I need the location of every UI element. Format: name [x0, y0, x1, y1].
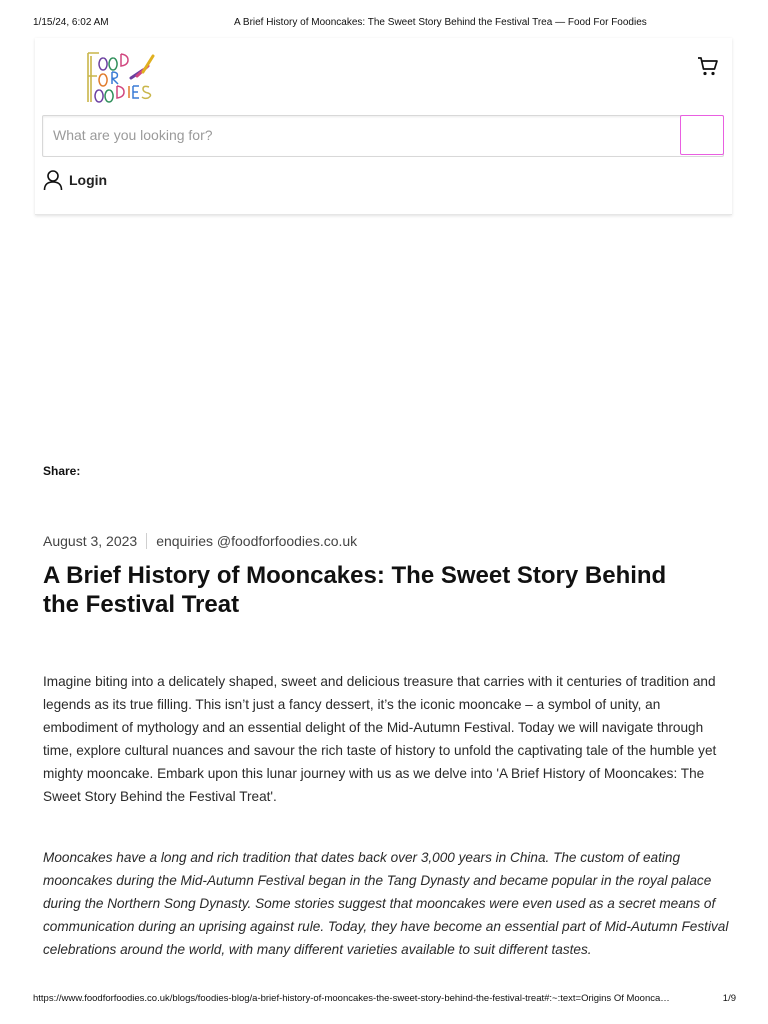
article-paragraph: Mooncakes have a long and rich tradition that dates back over 3,000 years in China. The custom of eating mooncakes during the Mid-Autumn Festival began in the Tang Dynasty and became popular in the royal palace during the Northern Song Dynasty. Some stories suggest that mooncakes were even used as a secret means of communication during an uprising against rule. Today, they have become an essential part of Mid-Autumn Festival celebrations around the world, with many different varieties available to suit different tastes. — [43, 850, 729, 957]
print-url: https://www.foodforfoodies.co.uk/blogs/foodies-blog/a-brief-history-of-mooncakes-the-sweet-story-behind-the-festival-treat#:~:text=Origins Of Moonca… — [33, 993, 670, 1004]
meta-divider — [146, 533, 147, 549]
article-paragraph: Imagine biting into a delicately shaped, sweet and delicious treasure that carries with it centuries of tradition and legends as its true filling. This isn’t just a fancy dessert, it’s the iconic mooncake – a symbol of unity, an embodiment of mythology and an essential delight of the Mid-Autumn Festival. Today we will navigate through time, explore cultural nuances and savour the rich taste of history to unfold the captivating tale of the humble yet mighty mooncake. Embark upon this lunar journey with us as we delve into 'A Brief History of Mooncakes: The Sweet Story Behind the Festival Treat'. — [43, 674, 717, 804]
site-header — [35, 38, 732, 215]
search-input[interactable] — [43, 116, 683, 154]
print-datetime: 1/15/24, 6:02 AM — [33, 17, 109, 28]
print-header — [33, 17, 736, 31]
site-logo[interactable] — [85, 50, 157, 106]
article-date: August 3, 2023 — [43, 533, 138, 549]
print-page-title: A Brief History of Mooncakes: The Sweet Story Behind the Festival Trea — Food For Foodies — [234, 17, 647, 28]
food-for-foodies-logo-icon — [85, 50, 157, 106]
login-label: Login — [69, 172, 108, 188]
print-page-count: 1/9 — [722, 993, 736, 1004]
article-title: A Brief History of Mooncakes: The Sweet Story Behind the Festival Treat — [43, 562, 667, 618]
search-button[interactable] — [680, 115, 724, 155]
cart-icon — [696, 54, 720, 78]
article-meta — [43, 533, 357, 549]
print-footer — [33, 993, 736, 1007]
cart-button[interactable] — [696, 54, 720, 78]
login-link[interactable] — [43, 168, 107, 192]
article-author[interactable]: enquiries @foodforfoodies.co.uk — [156, 533, 358, 549]
share-label: Share: — [43, 464, 81, 478]
search-bar — [42, 115, 724, 157]
user-icon — [43, 169, 63, 191]
